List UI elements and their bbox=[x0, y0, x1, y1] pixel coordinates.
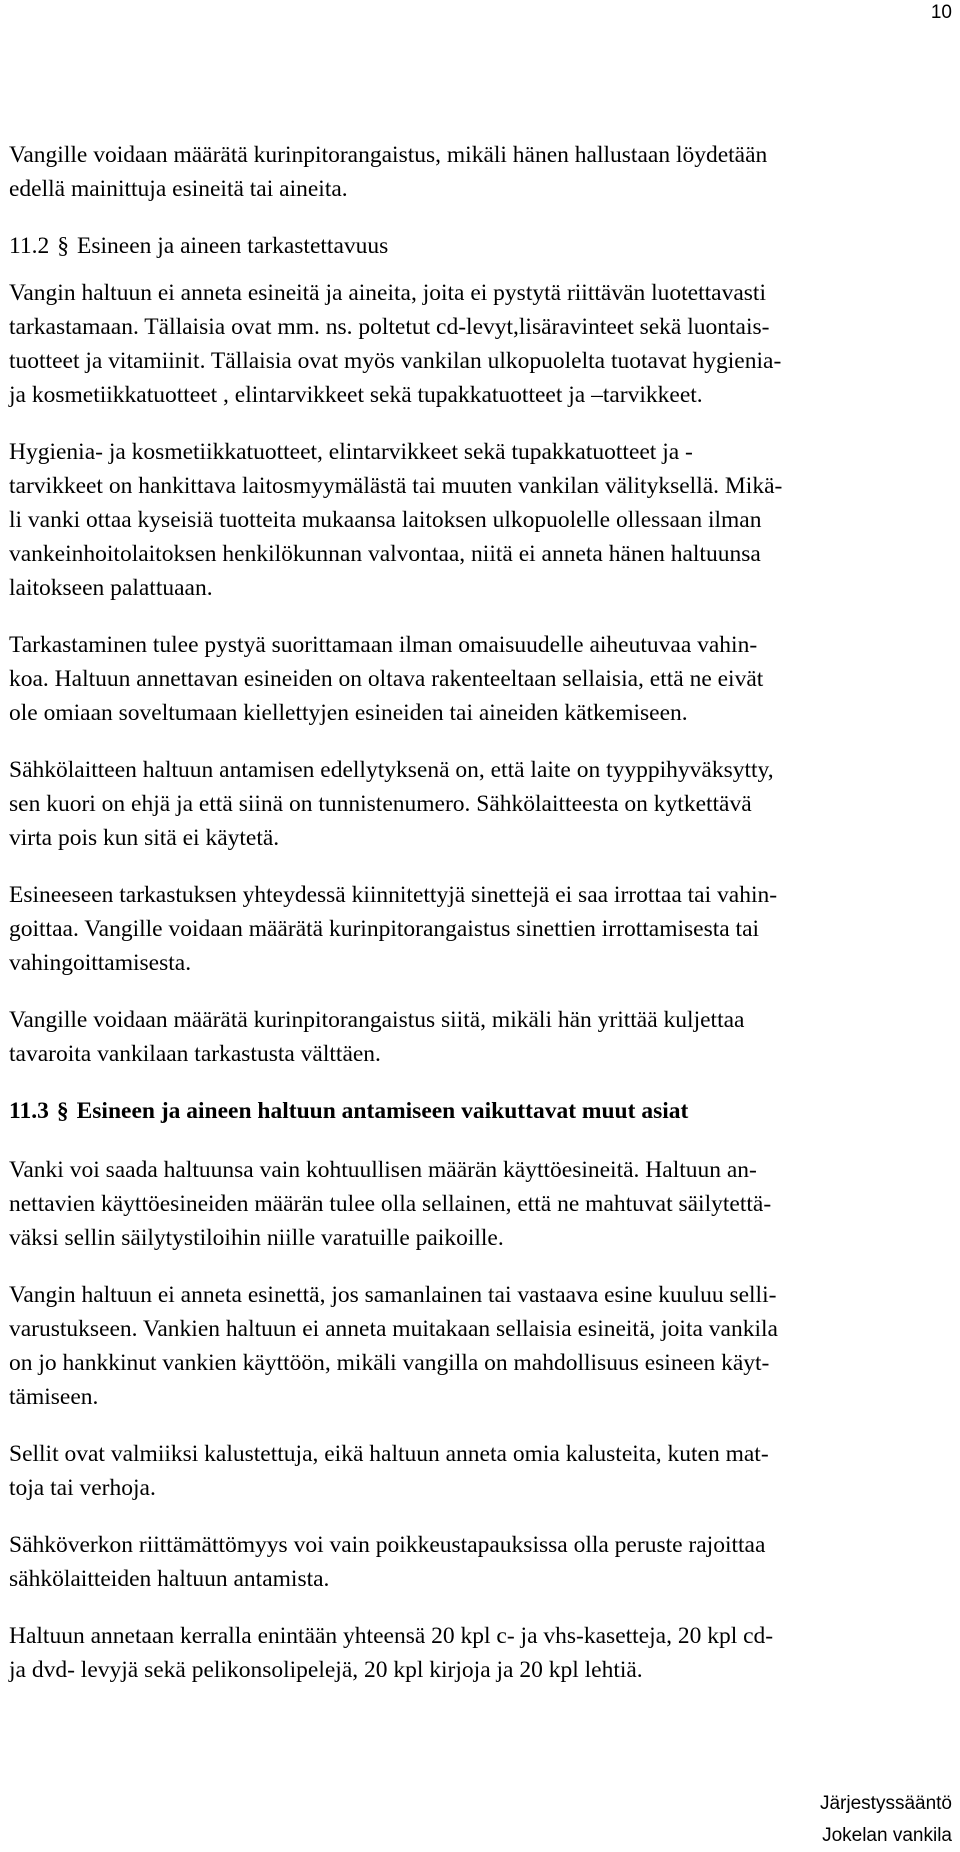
section-symbol: § bbox=[56, 1098, 69, 1124]
text-line: vankeinhoitolaitoksen henkilökunnan valvontaa, niitä ei anneta hänen haltuunsa bbox=[9, 541, 761, 567]
section-title: Esineen ja aineen tarkastettavuus bbox=[77, 233, 389, 259]
text-line: li vanki ottaa kyseisiä tuotteita mukaansa laitoksen ulkopuolelle ollessaan ilman bbox=[9, 507, 762, 533]
text-line: sen kuori on ehjä ja että siinä on tunnistenumero. Sähkölaitteesta on kytkettävä bbox=[9, 791, 752, 817]
paragraph bbox=[9, 138, 955, 206]
text-line: Esineeseen tarkastuksen yhteydessä kiinnitettyjä sinettejä ei saa irrottaa tai vahin- bbox=[9, 882, 778, 908]
paragraph bbox=[9, 435, 955, 605]
paragraph bbox=[9, 1003, 955, 1071]
text-line: Sellit ovat valmiiksi kalustettuja, eikä haltuun anneta omia kalusteita, kuten mat- bbox=[9, 1441, 769, 1467]
text-line: väksi sellin säilytystiloihin niille varatuille paikoille. bbox=[9, 1225, 504, 1251]
section-symbol: § bbox=[57, 233, 70, 259]
paragraph bbox=[9, 1153, 955, 1255]
text-line: Vanki voi saada haltuunsa vain kohtuullisen määrän käyttöesineitä. Haltuun an- bbox=[9, 1157, 757, 1183]
text-line: Sähkölaitteen haltuun antamisen edellytyksenä on, että laite on tyyppihyväksytty, bbox=[9, 757, 774, 783]
paragraph bbox=[9, 1278, 955, 1414]
text-line: koa. Haltuun annettavan esineiden on oltava rakenteeltaan sellaisia, että ne eivät bbox=[9, 666, 764, 692]
paragraph bbox=[9, 753, 955, 855]
text-line: Tarkastaminen tulee pystyä suorittamaan ilman omaisuudelle aiheutuvaa vahin- bbox=[9, 632, 758, 658]
text-line: Vangille voidaan määrätä kurinpitorangaistus siitä, mikäli hän yrittää kuljettaa bbox=[9, 1007, 745, 1033]
text-line: Haltuun annetaan kerralla enintään yhteensä 20 kpl c- ja vhs-kasetteja, 20 kpl cd- bbox=[9, 1623, 774, 1649]
text-line: sähkölaitteiden haltuun antamista. bbox=[9, 1566, 330, 1592]
text-line: Vangille voidaan määrätä kurinpitorangaistus, mikäli hänen hallustaan löydetään bbox=[9, 142, 768, 168]
footer-institution: Jokelan vankila bbox=[822, 1825, 952, 1846]
text-line: Hygienia- ja kosmetiikkatuotteet, elintarvikkeet sekä tupakkatuotteet ja - bbox=[9, 439, 693, 465]
paragraph bbox=[9, 628, 955, 730]
text-line: tarvikkeet on hankittava laitosmyymälästä tai muuten vankilan välityksellä. Mikä- bbox=[9, 473, 783, 499]
text-line: goittaa. Vangille voidaan määrätä kurinpitorangaistus sinettien irrottamisesta tai bbox=[9, 916, 760, 942]
text-line: ole omiaan soveltumaan kiellettyjen esineiden tai aineiden kätkemiseen. bbox=[9, 700, 688, 726]
paragraph bbox=[9, 1619, 955, 1687]
text-line: varustukseen. Vankien haltuun ei anneta muitakaan sellaisia esineitä, joita vankila bbox=[9, 1316, 778, 1342]
paragraph bbox=[9, 1528, 955, 1596]
section-heading-11-2 bbox=[9, 229, 955, 263]
text-line: laitokseen palattuaan. bbox=[9, 575, 213, 601]
text-line: Vangin haltuun ei anneta esineitä ja aineita, joita ei pystytä riittävän luotettavasti bbox=[9, 280, 766, 306]
text-line: ja kosmetiikkatuotteet , elintarvikkeet sekä tupakkatuotteet ja –tarvikkeet. bbox=[9, 382, 703, 408]
document-body bbox=[9, 138, 955, 1710]
text-line: tavaroita vankilaan tarkastusta välttäen. bbox=[9, 1041, 381, 1067]
text-line: virta pois kun sitä ei käytetä. bbox=[9, 825, 280, 851]
page-number: 10 bbox=[930, 2, 952, 23]
text-line: Vangin haltuun ei anneta esinettä, jos samanlainen tai vastaava esine kuuluu selli- bbox=[9, 1282, 777, 1308]
text-line: tämiseen. bbox=[9, 1384, 99, 1410]
section-number: 11.2 bbox=[9, 233, 50, 259]
text-line: vahingoittamisesta. bbox=[9, 950, 192, 976]
paragraph bbox=[9, 1437, 955, 1505]
section-title: Esineen ja aineen haltuun antamiseen vaikuttavat muut asiat bbox=[76, 1098, 689, 1124]
text-line: nettavien käyttöesineiden määrän tulee olla sellainen, että ne mahtuvat säilytettä- bbox=[9, 1191, 772, 1217]
section-number: 11.3 bbox=[9, 1098, 49, 1124]
footer-document-title: Järjestyssääntö bbox=[819, 1793, 952, 1814]
page-footer bbox=[820, 1788, 952, 1852]
text-line: toja tai verhoja. bbox=[9, 1475, 156, 1501]
text-line: Sähköverkon riittämättömyys voi vain poikkeustapauksissa olla peruste rajoittaa bbox=[9, 1532, 766, 1558]
text-line: tarkastamaan. Tällaisia ovat mm. ns. poltetut cd-levyt,lisäravinteet sekä luontais- bbox=[9, 314, 770, 340]
paragraph bbox=[9, 878, 955, 980]
paragraph bbox=[9, 276, 955, 412]
text-line: tuotteet ja vitamiinit. Tällaisia ovat myös vankilan ulkopuolelta tuotavat hygienia- bbox=[9, 348, 782, 374]
text-line: edellä mainittuja esineitä tai aineita. bbox=[9, 176, 348, 202]
text-line: ja dvd- levyjä sekä pelikonsolipelejä, 20 kpl kirjoja ja 20 kpl lehtiä. bbox=[9, 1657, 643, 1683]
text-line: on jo hankkinut vankien käyttöön, mikäli vangilla on mahdollisuus esineen käyt- bbox=[9, 1350, 770, 1376]
section-heading-11-3 bbox=[9, 1094, 955, 1128]
